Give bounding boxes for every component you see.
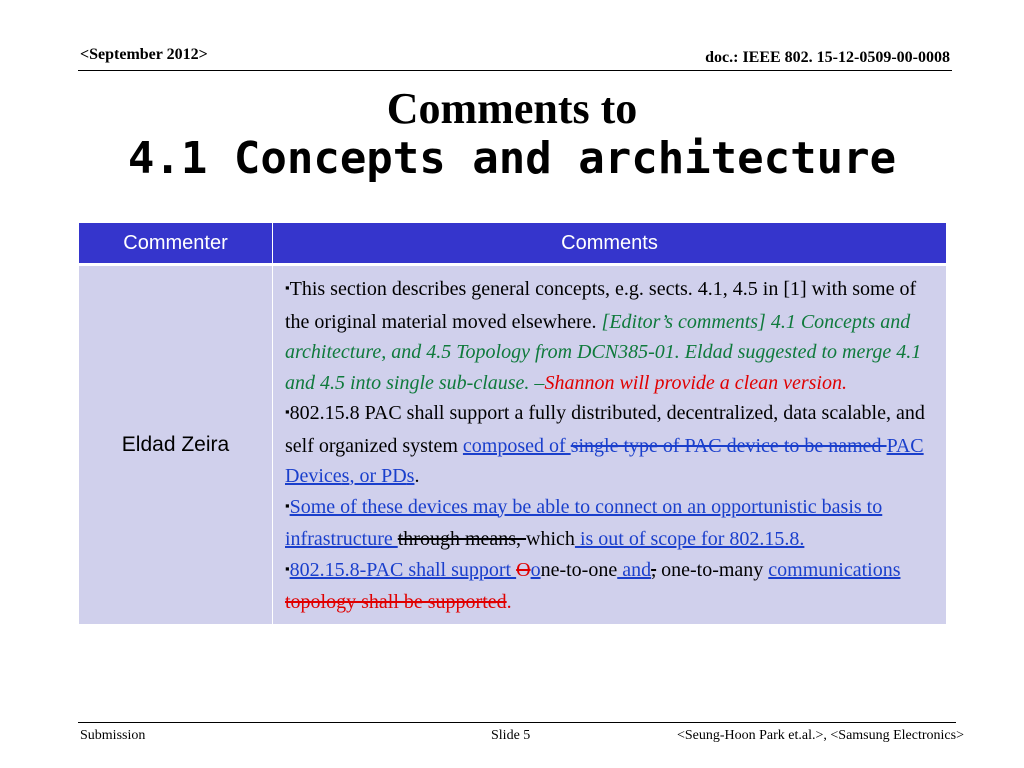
inserted-text: is out of scope for 802.15.8.: [574, 528, 805, 550]
comment-text: one-to-many: [656, 558, 769, 581]
comment-text-red: .: [506, 591, 512, 613]
bullet-icon: ▪: [285, 280, 290, 295]
inserted-text: communications: [768, 558, 901, 581]
footer-submission: Submission: [80, 728, 146, 743]
header-date: <September 2012>: [80, 46, 208, 63]
inserted-text: PAC Device: [285, 434, 924, 487]
comments-cell: [273, 265, 947, 625]
inserted-text: and: [617, 558, 652, 581]
inserted-text: Some of these devices may be able to connect on an opportunistic basis to infrastructure: [285, 495, 883, 550]
comment-text: ne-to-one: [540, 558, 618, 581]
bullet-icon: ▪: [285, 404, 290, 419]
comment-text: This section describes general concepts, e.g. sects. 4.1, 4.5 in [1] with some of the original material moved elsewhere.: [285, 278, 917, 333]
header-doc-id: doc.: IEEE 802. 15-12-0509-00-0008: [705, 49, 950, 66]
comment-text: 802.15.8 PAC shall support a fully distributed, decentralized, data scalable, and self organized system: [285, 402, 925, 457]
comment-text: .: [414, 465, 420, 487]
bullet-icon: ▪: [285, 497, 290, 513]
inserted-text-red: s: [406, 465, 415, 487]
header-comments: Comments: [273, 223, 947, 265]
table-header-row: [79, 223, 947, 265]
inserted-text: o: [530, 558, 541, 581]
slide-title-line2: 4.1 Concepts and architecture: [127, 133, 897, 184]
deleted-text-red: O: [516, 558, 531, 581]
inserted-text: , or PD: [349, 465, 407, 487]
commenter-cell: Eldad Zeira: [79, 265, 273, 625]
comment-paragraph-3: [285, 492, 932, 555]
comment-paragraph-1: [285, 274, 932, 398]
comment-text: which: [526, 528, 575, 550]
bullet-icon: ▪: [285, 560, 290, 576]
header-divider: [78, 70, 952, 71]
slide-title-line1: Comments to: [386, 84, 638, 133]
deleted-text-red: topology shall be supported: [285, 591, 507, 613]
footer-slide-number: Slide 5: [491, 728, 531, 743]
comments-table: [78, 222, 947, 625]
deleted-text: ,: [651, 558, 657, 581]
header-commenter: Commenter: [79, 223, 273, 265]
footer-divider: [78, 722, 956, 723]
comment-paragraph-2: [285, 398, 932, 492]
deleted-text: single type of PAC device to be named: [570, 434, 887, 457]
editor-comment: [Editor’s comments] 4.1 Concepts and architecture, and 4.5 Topology from DCN385-01. Eldad suggested to merge 4.1 and 4.5 into single sub-clause. –: [285, 310, 922, 394]
footer-authors: <Seung-Hoon Park et.al.>, <Samsung Electronics>: [676, 728, 964, 743]
table-row: [79, 265, 947, 625]
comment-paragraph-4: [285, 555, 932, 618]
inserted-text-red: s: [341, 465, 350, 487]
editor-comment-red: Shannon will provide a clean version.: [544, 371, 847, 394]
slide-title: [0, 84, 1024, 184]
deleted-text: through means,: [397, 528, 527, 550]
inserted-text: 802.15.8-PAC shall support: [289, 558, 517, 581]
inserted-text: composed of: [462, 434, 571, 457]
